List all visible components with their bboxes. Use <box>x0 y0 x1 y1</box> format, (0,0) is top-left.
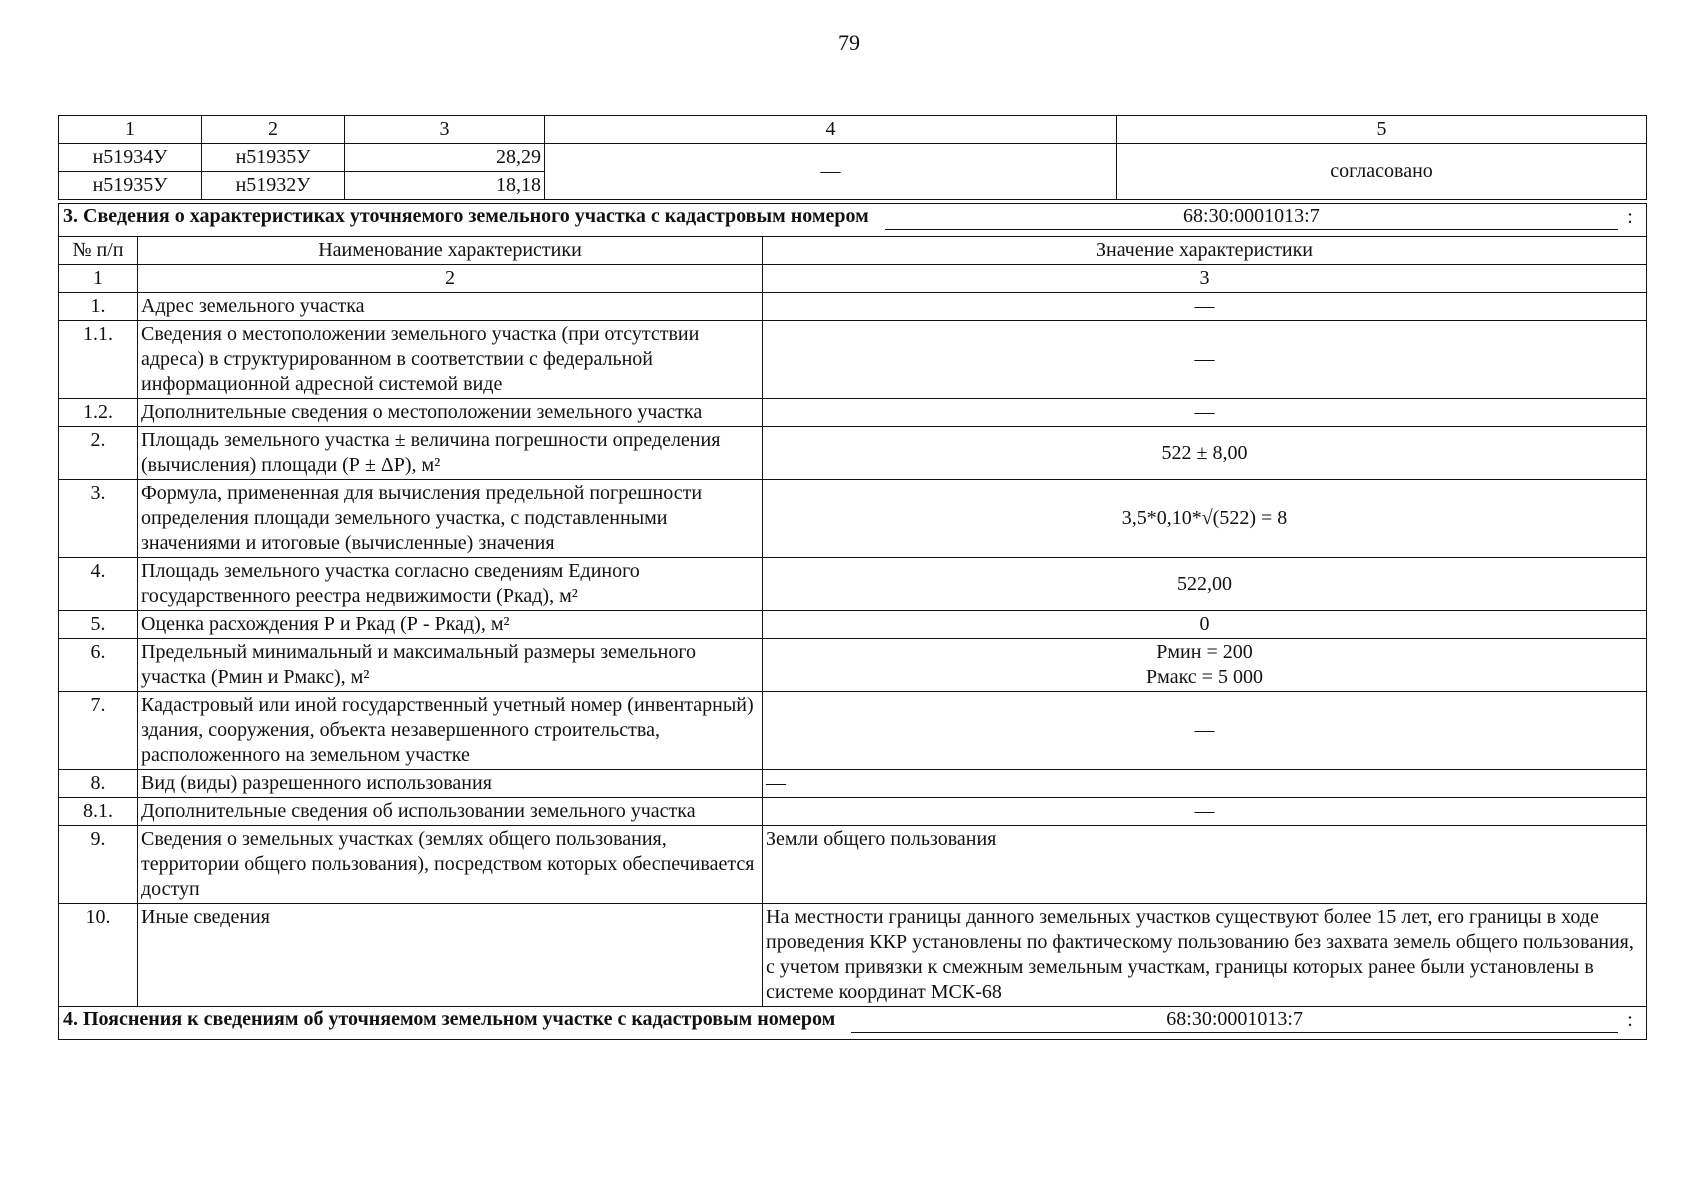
row-value: — <box>763 399 1647 427</box>
header-number: № п/п <box>59 237 138 265</box>
table-row <box>59 321 1647 399</box>
row-number: 9. <box>59 826 138 904</box>
table-row <box>59 399 1647 427</box>
boundary-table <box>58 115 1647 200</box>
row-name: Формула, примененная для вычисления предельной погрешности определения площади земельного участка, с подставленными значениями и итоговые (вычисленные) значения <box>138 480 763 558</box>
row-value: — <box>763 770 1647 798</box>
table-row <box>59 904 1647 1007</box>
row-name: Дополнительные сведения об использовании земельного участка <box>138 798 763 826</box>
characteristics-table <box>58 203 1647 1040</box>
row-value: — <box>763 293 1647 321</box>
row-number: 4. <box>59 558 138 611</box>
section-3-colon: : <box>1627 206 1633 228</box>
row-name: Адрес земельного участка <box>138 293 763 321</box>
point-from: н51935У <box>59 172 202 200</box>
row-number: 8. <box>59 770 138 798</box>
row-number: 3. <box>59 480 138 558</box>
col4-value: — <box>545 144 1117 200</box>
min-area-value: Рмин = 200 <box>1156 641 1253 663</box>
table-row <box>59 770 1647 798</box>
point-to: н51932У <box>202 172 345 200</box>
table-row <box>59 427 1647 480</box>
row-name: Оценка расхождения Р и Ркад (Р - Ркад), м² <box>138 611 763 639</box>
table-row <box>59 611 1647 639</box>
table-row <box>59 144 1647 172</box>
row-value: — <box>763 321 1647 399</box>
col-header-4: 4 <box>545 116 1117 144</box>
row-name: Площадь земельного участка согласно сведениям Единого государственного реестра недвижимости (Ркад), м² <box>138 558 763 611</box>
row-value: 522,00 <box>763 558 1647 611</box>
max-area-value: Рмакс = 5 000 <box>1146 666 1263 688</box>
col-header-3: 3 <box>345 116 545 144</box>
row-number: 1.1. <box>59 321 138 399</box>
row-name: Иные сведения <box>138 904 763 1007</box>
header-value: Значение характеристики <box>763 237 1647 265</box>
segment-length: 28,29 <box>345 144 545 172</box>
row-value <box>763 639 1647 692</box>
section-3-cadastral-number: 68:30:0001013:7 <box>885 204 1618 230</box>
table-row <box>59 293 1647 321</box>
row-number: 1. <box>59 293 138 321</box>
col-number-2: 2 <box>138 265 763 293</box>
table-row <box>59 692 1647 770</box>
characteristics-header <box>59 237 1647 265</box>
section-4-title: 4. Пояснения к сведениям об уточняемом земельном участке с кадастровым номером <box>63 1008 836 1030</box>
segment-length: 18,18 <box>345 172 545 200</box>
table-row <box>59 639 1647 692</box>
col-number-3: 3 <box>763 265 1647 293</box>
row-name: Дополнительные сведения о местоположении земельного участка <box>138 399 763 427</box>
col-header-1: 1 <box>59 116 202 144</box>
row-value: — <box>763 798 1647 826</box>
section-3-title: 3. Сведения о характеристиках уточняемого земельного участка с кадастровым номером <box>63 205 869 227</box>
row-name: Предельный минимальный и максимальный размеры земельного участка (Рмин и Рмакс), м² <box>138 639 763 692</box>
boundary-table-header <box>59 116 1647 144</box>
row-number: 5. <box>59 611 138 639</box>
point-to: н51935У <box>202 144 345 172</box>
row-value: 0 <box>763 611 1647 639</box>
row-number: 2. <box>59 427 138 480</box>
section-4-colon: : <box>1627 1009 1633 1031</box>
row-name: Площадь земельного участка ± величина погрешности определения (вычисления) площади (Р ± ΔР), м² <box>138 427 763 480</box>
row-value: 522 ± 8,00 <box>763 427 1647 480</box>
row-number: 8.1. <box>59 798 138 826</box>
col-header-2: 2 <box>202 116 345 144</box>
section-4-cadastral-number: 68:30:0001013:7 <box>851 1007 1618 1033</box>
row-value: 3,5*0,10*√(522) = 8 <box>763 480 1647 558</box>
col-header-5: 5 <box>1117 116 1647 144</box>
row-name: Сведения о местоположении земельного участка (при отсутствии адреса) в структурированном в соответствии с федеральной информационной адресной системой виде <box>138 321 763 399</box>
table-row <box>59 480 1647 558</box>
table-row <box>59 826 1647 904</box>
row-name: Кадастровый или иной государственный учетный номер (инвентарный) здания, сооружения, объекта незавершенного строительства, расположенного на земельном участке <box>138 692 763 770</box>
row-number: 6. <box>59 639 138 692</box>
table-row <box>59 798 1647 826</box>
table-row <box>59 558 1647 611</box>
header-name: Наименование характеристики <box>138 237 763 265</box>
section-3-heading <box>59 204 1647 237</box>
row-name: Вид (виды) разрешенного использования <box>138 770 763 798</box>
page-number: 79 <box>838 30 860 55</box>
row-value: На местности границы данного земельных участков существуют более 15 лет, его границы в ходе проведения ККР установлены по фактическому пользованию без захвата земель общего пользования, с учетом привязки к смежным земельным участкам, границы которых ранее были установлены в системе координат МСК-68 <box>763 904 1647 1007</box>
col5-value: согласовано <box>1117 144 1647 200</box>
section-4-heading <box>59 1007 1647 1040</box>
row-value: — <box>763 692 1647 770</box>
row-number: 10. <box>59 904 138 1007</box>
col-number-1: 1 <box>59 265 138 293</box>
row-number: 1.2. <box>59 399 138 427</box>
point-from: н51934У <box>59 144 202 172</box>
row-number: 7. <box>59 692 138 770</box>
row-name: Сведения о земельных участках (землях общего пользования, территории общего пользования), посредством которых обеспечивается доступ <box>138 826 763 904</box>
row-value: Земли общего пользования <box>763 826 1647 904</box>
column-numbers-row <box>59 265 1647 293</box>
